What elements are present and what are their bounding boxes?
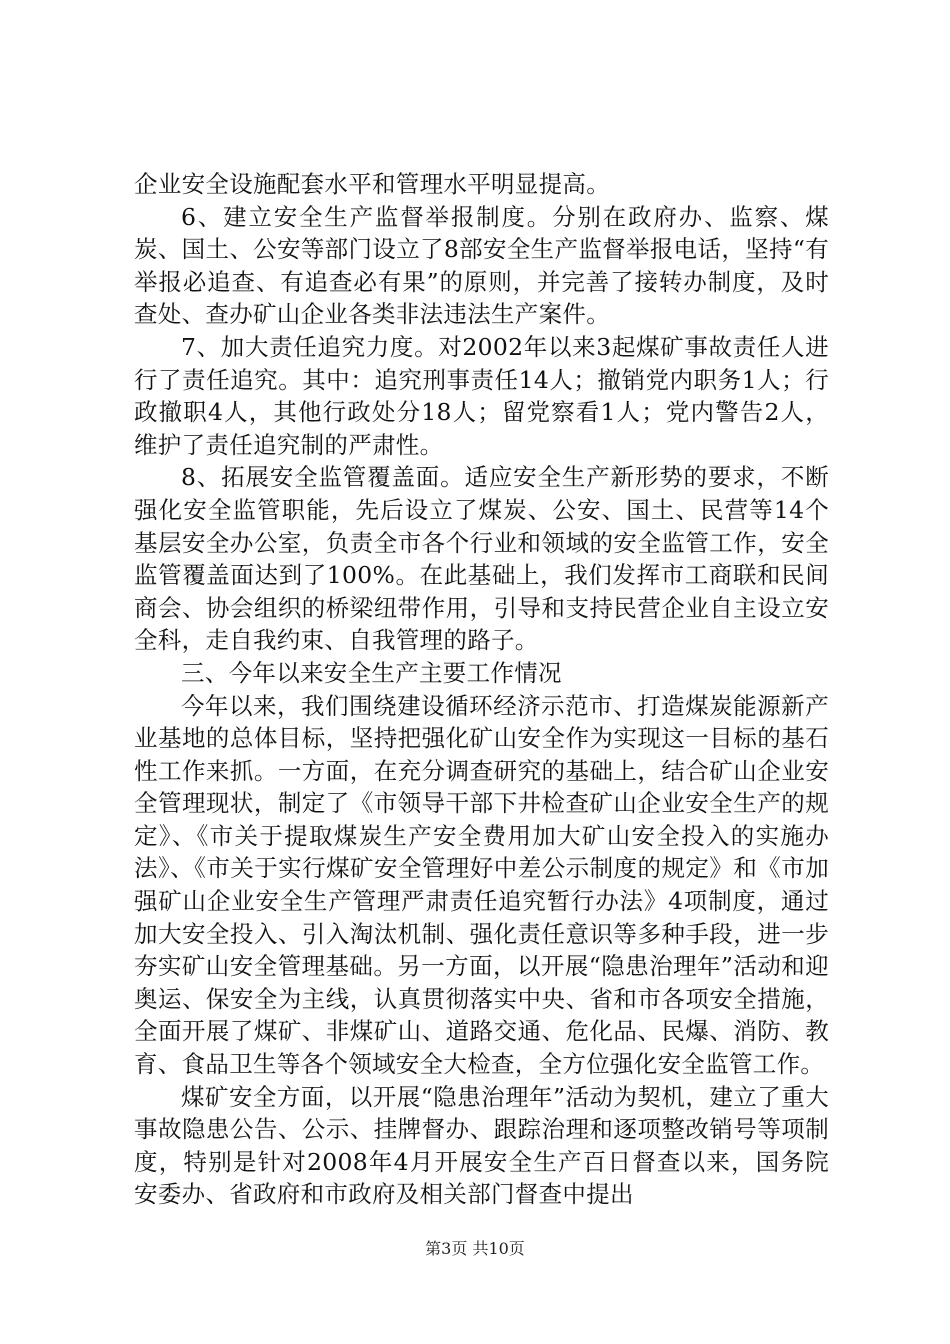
section-heading-three: 三、今年以来安全生产主要工作情况 bbox=[181, 658, 562, 687]
paragraph-this-year: 今年以来，我们围绕建设循环经济示范市、打造煤炭能源新产业基地的总体目标，坚持把强化矿山安全作为实现这一目标的基石性工作来抓。一方面，在充分调查研究的基础上，结合矿山企业安全管理现状，制定了《市领导干部下井检查矿山企业安全生产的规定》、《市关于提取煤炭生产安全费用加大矿山安全投入的实施办法》、《市关于实行煤矿安全管理好中差公示制度的规定》和《市加强矿山企业安全生产管理严肃责任追究暂行办法》4项制度，通过加大安全投入、引入淘汰机制、强化责任意识等多种手段，进一步夯实矿山安全管理基础。另一方面，以开展“隐患治理年”活动和迎奥运、保安全为主线，认真贯彻落实中央、省和市各项安全措施，全面开展了煤矿、非煤矿山、道路交通、危化品、民爆、消防、教育、食品卫生等各个领域安全大检查，全方位强化安全监管工作。 bbox=[134, 691, 829, 1079]
page-footer bbox=[0, 1239, 950, 1259]
paragraph-coal-safety: 煤矿安全方面，以开展“隐患治理年”活动为契机，建立了重大事故隐患公告、公示、挂牌督办、跟踪治理和逐项整改销号等项制度，特别是针对2008年4月开展安全生产百日督查以来，国务院安委办、省政府和市政府及相关部门督查中提出 bbox=[134, 1082, 829, 1209]
paragraph-item-8: 8、拓展安全监管覆盖面。适应安全生产新形势的要求，不断强化安全监管职能，先后设立了煤炭、公安、国土、民营等14个基层安全办公室，负责全市各个行业和领域的安全监管工作，安全监管覆盖面达到了100%。在此基础上，我们发挥市工商联和民间商会、协会组织的桥梁纽带作用，引导和支持民营企业自主设立安全科，走自我约束、自我管理的路子。 bbox=[134, 463, 829, 655]
paragraph-item-6: 6、建立安全生产监督举报制度。分别在政府办、监察、煤炭、国土、公安等部门设立了8部安全生产监督举报电话，坚持“有举报必追查、有追查必有果”的原则，并完善了接转办制度，及时查处、查办矿山企业各类非法违法生产案件。 bbox=[134, 202, 829, 329]
paragraph-continuation: 企业安全设施配套水平和管理水平明显提高。 bbox=[134, 170, 610, 198]
page-number-label: 第3页 共10页 bbox=[425, 1239, 525, 1258]
paragraph-item-7: 7、加大责任追究力度。对2002年以来3起煤矿事故责任人进行了责任追究。其中：追究刑事责任14人；撤销党内职务1人；行政撤职4人，其他行政处分18人；留党察看1人；党内警告2人，维护了责任追究制的严肃性。 bbox=[134, 332, 829, 459]
document-body bbox=[134, 168, 829, 1211]
